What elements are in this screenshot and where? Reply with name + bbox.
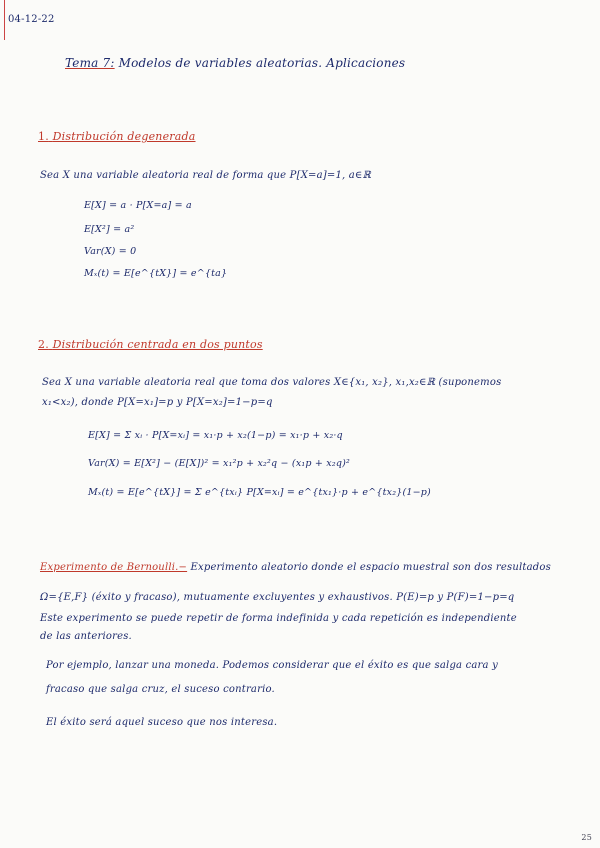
section1-formula-1: E[X] = a · P[X=a] = a — [84, 200, 192, 211]
title-text: Modelos de variables aleatorias. Aplicaciones — [118, 56, 406, 70]
bernoulli-line-4: de las anteriores. — [40, 631, 132, 642]
bernoulli-line-2: Ω={E,F} (éxito y fracaso), mutuamente excluyentes y exhaustivos. P(E)=p y P(F)=1−p=q — [40, 592, 515, 603]
section1-intro: Sea X una variable aleatoria real de forma que P[X=a]=1, a∈ℝ — [40, 170, 372, 181]
section1-number: 1. — [38, 130, 49, 143]
title-prefix: Tema 7: — [65, 56, 115, 70]
section2-formula-3: Mₓ(t) = E[e^{tX}] = Σ e^{txᵢ} P[X=xᵢ] = e^{tx₁}·p + e^{tx₂}(1−p) — [88, 487, 431, 498]
bernoulli-l1: Experimento aleatorio donde el espacio muestral son dos resultados — [190, 562, 551, 573]
page-number: 25 — [581, 833, 592, 842]
section2-number: 2. — [38, 338, 49, 351]
bernoulli-line-1 — [40, 563, 551, 573]
section1-formula-4: Mₓ(t) = E[e^{tX}] = e^{ta} — [84, 268, 228, 279]
section2-heading-text: Distribución centrada en dos puntos — [52, 338, 263, 351]
section2-intro-2: x₁<x₂), donde P[X=x₁]=p y P[X=x₂]=1−p=q — [42, 397, 273, 408]
bernoulli-label: Experimento de Bernoulli.− — [40, 562, 188, 573]
section1-heading-text: Distribución degenerada — [52, 130, 196, 143]
date-label: 04-12-22 — [8, 14, 55, 25]
margin-line — [4, 0, 5, 40]
bernoulli-line-5: Por ejemplo, lanzar una moneda. Podemos considerar que el éxito es que salga cara y — [46, 660, 498, 671]
section1-formula-3: Var(X) = 0 — [84, 246, 137, 257]
page-title — [65, 56, 405, 70]
section2-intro-1: Sea X una variable aleatoria real que toma dos valores X∈{x₁, x₂}, x₁,x₂∈ℝ (suponemos — [42, 377, 502, 388]
section2-formula-1: E[X] = Σ xᵢ · P[X=xᵢ] = x₁·p + x₂(1−p) = x₁·p + x₂·q — [88, 430, 343, 441]
bernoulli-line-7: El éxito será aquel suceso que nos interesa. — [46, 717, 278, 728]
section2-formula-2: Var(X) = E[X²] − (E[X])² = x₁²p + x₂²q − (x₁p + x₂q)² — [88, 458, 351, 469]
bernoulli-line-6: fracaso que salga cruz, el suceso contrario. — [46, 684, 275, 695]
section1-heading — [38, 130, 196, 143]
bernoulli-line-3: Este experimento se puede repetir de forma indefinida y cada repetición es independiente — [40, 613, 517, 624]
section2-heading — [38, 338, 263, 351]
section1-formula-2: E[X²] = a² — [84, 224, 135, 235]
